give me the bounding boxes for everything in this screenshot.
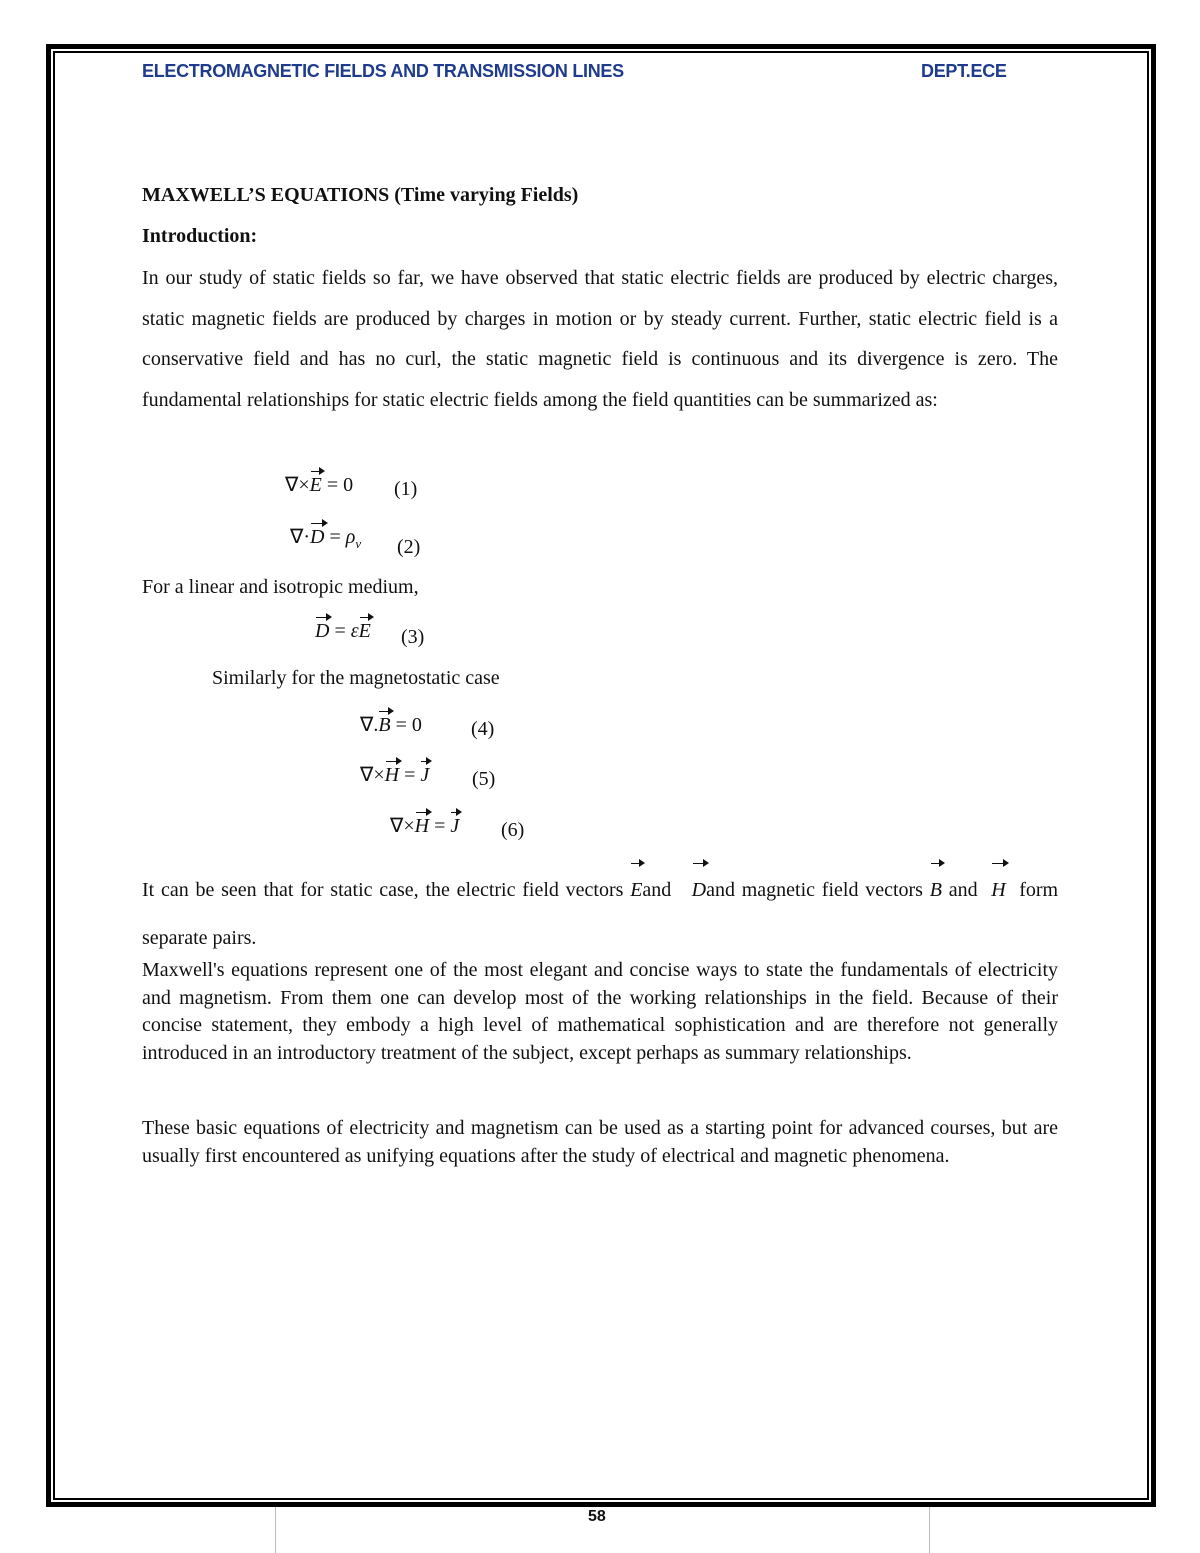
equation-1-number: (1) [394, 478, 418, 500]
equation-3: D = εE [315, 620, 371, 642]
footer-divider-right [929, 1507, 930, 1553]
equation-2: $\nabla\cdot D = \rho_v$ [290, 526, 362, 551]
equation-3-number: (3) [401, 626, 425, 648]
equation-6: ∇×H = J [390, 815, 460, 837]
page-number: 58 [588, 1508, 606, 1525]
para2-mid: and magnetic field vectors [706, 879, 923, 901]
linear-medium-text: For a linear and isotropic medium, [142, 576, 419, 598]
intro-heading: Introduction: [142, 225, 258, 247]
para2-prefix: It can be seen that for static case, the electric field vectors [142, 879, 624, 901]
equation-1: ∇×E = 0 [285, 474, 354, 496]
equation-6-number: (6) [501, 819, 525, 841]
equation-5: ∇×H = J [360, 764, 430, 786]
static-case-paragraph: It can be seen that for static case, the electric field vectors Eand Dand magnetic field vectors B and H form separate pairs. [142, 866, 1058, 962]
equation-2-number: (2) [397, 536, 421, 558]
header-course-title: ELECTROMAGNETIC FIELDS AND TRANSMISSION LINES [142, 61, 624, 81]
equation-5-number: (5) [472, 768, 496, 790]
equation-4: ∇.B = 0 [360, 714, 422, 736]
magnetostatic-text: Similarly for the magnetostatic case [212, 667, 500, 689]
intro-paragraph: In our study of static fields so far, we have observed that static electric fields are produced by electric charges, static magnetic fields are produced by charges in motion or by steady current. Further, static electric field is a conservative field and has no curl, the static magnetic field is continuous and its divergence is zero. The fundamental relationships for static electric fields among the field quantities can be summarized as: [142, 267, 1058, 411]
header-department: DEPT.ECE [921, 61, 1007, 81]
para2-suffix: form separate pairs. [142, 879, 1059, 949]
maxwell-paragraph: Maxwell's equations represent one of the most elegant and concise ways to state the fundamentals of electricity and magnetism. From them one can develop most of the working relationships in the field. Because of their concise statement, they embody a high level of mathematical sophistication and are therefore not generally introduced in an introductory treatment of the subject, except perhaps as summary relationships. [142, 959, 1058, 1064]
para2-and-1: and [642, 879, 672, 901]
para2-and-2: and [948, 879, 978, 901]
section-title: MAXWELL’S EQUATIONS (Time varying Fields) [142, 184, 579, 206]
equation-4-number: (4) [471, 718, 495, 740]
basic-equations-paragraph: These basic equations of electricity and magnetism can be used as a starting point for advanced courses, but are usually first encountered as unifying equations after the study of electrical and magnetic phenomena. [142, 1117, 1058, 1167]
footer-divider-left [275, 1507, 276, 1553]
